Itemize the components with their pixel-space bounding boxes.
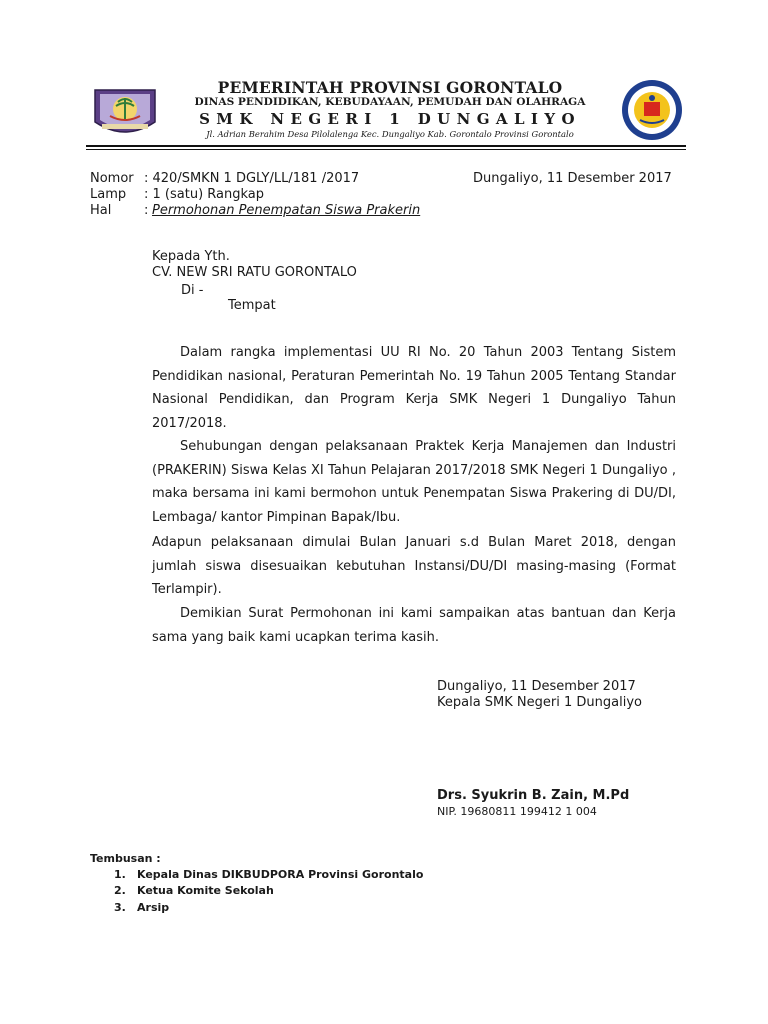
signatory-name: Drs. Syukrin B. Zain, M.Pd [437, 788, 630, 803]
recipient-di: Di - [181, 283, 204, 298]
body-paragraph-3: Adapun pelaksanaan dimulai Bulan Januari s.d Bulan Maret 2018, dengan jumlah siswa disesuaikan kebutuhan Instansi/DU/DI masing-masing (Format Terlampir). [152, 535, 676, 597]
letterhead-rule-thick [86, 145, 686, 147]
lamp-label: Lamp [90, 187, 127, 202]
body-paragraph-4: Demikian Surat Permohonan ini kami sampaikan atas bantuan dan Kerja sama yang baik kami ucapkan terima kasih. [152, 606, 676, 645]
signature-place-date: Dungaliyo, 11 Desember 2017 [437, 679, 636, 694]
tembusan-label: Tembusan : [90, 852, 161, 865]
tembusan-num-3: 3. [114, 901, 126, 914]
tembusan-item-2: Ketua Komite Sekolah [137, 884, 274, 897]
letterhead-rule-thin [86, 149, 686, 150]
letter-date: Dungaliyo, 11 Desember 2017 [473, 171, 672, 186]
gorontalo-province-emblem [92, 82, 158, 140]
signatory-nip: NIP. 19680811 199412 1 004 [437, 805, 597, 818]
letterhead-government: PEMERINTAH PROVINSI GORONTALO [217, 78, 563, 97]
letterhead-department: DINAS PENDIDIKAN, KEBUDAYAAN, PEMUDAH DAN OLAHRAGA [194, 96, 586, 108]
recipient-name: CV. NEW SRI RATU GORONTALO [152, 265, 357, 280]
recipient-tempat: Tempat [228, 298, 276, 313]
recipient-salutation: Kepada Yth. [152, 249, 230, 264]
body-paragraph-1: Dalam rangka implementasi UU RI No. 20 Tahun 2003 Tentang Sistem Pendidikan nasional, Peraturan Pemerintah No. 19 Tahun 2005 Tentang Standar Nasional Pendidikan, dan Program Kerja SMK Negeri 1 Dungaliyo Tahun 2017/2018. [152, 345, 676, 431]
tembusan-item-1: Kepala Dinas DIKBUDPORA Provinsi Gorontalo [137, 868, 424, 881]
tembusan-num-1: 1. [114, 868, 126, 881]
tembusan-num-2: 2. [114, 884, 126, 897]
nomor-label: Nomor [90, 171, 134, 186]
letterhead-address: Jl. Adrian Berahim Desa Pilolalenga Kec. Dungaliyo Kab. Gorontalo Provinsi Gorontalo [206, 129, 574, 139]
signature-position: Kepala SMK Negeri 1 Dungaliyo [437, 695, 642, 710]
lamp-value: : 1 (satu) Rangkap [144, 187, 264, 202]
subject-value: Permohonan Penempatan Siswa Prakerin [152, 203, 421, 218]
body-paragraph-2: Sehubungan dengan pelaksanaan Praktek Kerja Manajemen dan Industri (PRAKERIN) Siswa Kelas XI Tahun Pelajaran 2017/2018 SMK Negeri 1 Dungaliyo , maka bersama ini kami bermohon untuk Penempatan Siswa Prakering di DU/DI, Lembaga/ kantor Pimpinan Bapak/Ibu. [152, 439, 676, 525]
nomor-value: : 420/SMKN 1 DGLY/LL/181 /2017 [144, 171, 360, 186]
hal-colon: : [144, 203, 149, 218]
tembusan-item-3: Arsip [137, 901, 170, 914]
hal-label: Hal [90, 203, 112, 218]
letterhead-school-name: SMK NEGERI 1 DUNGALIYO [199, 110, 581, 128]
